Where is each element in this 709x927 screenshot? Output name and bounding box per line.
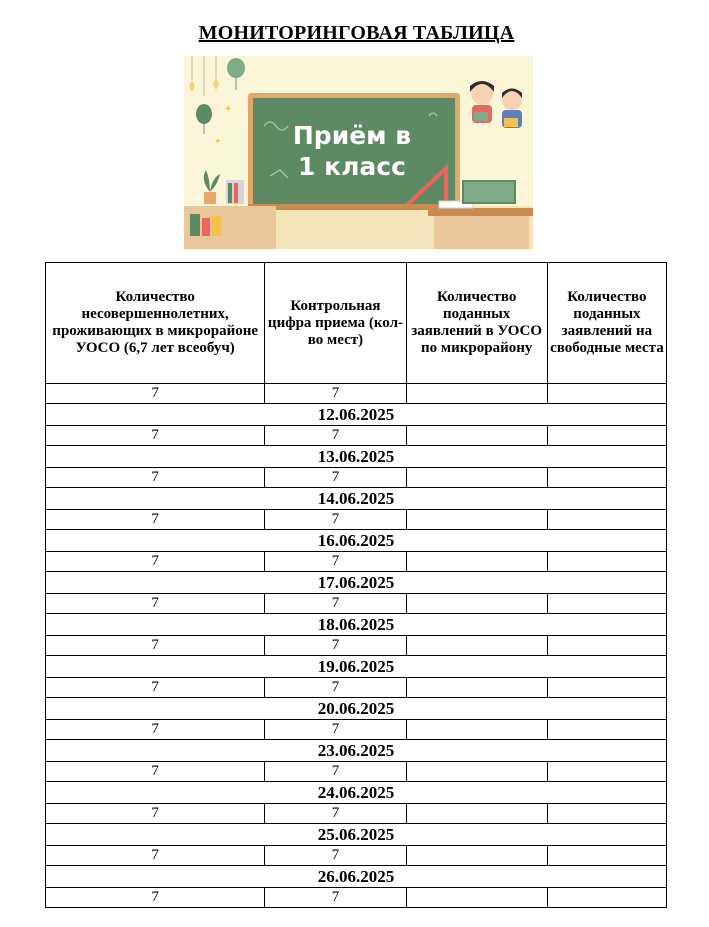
table-cell: 7 bbox=[265, 846, 406, 866]
table-cell: 7 bbox=[46, 678, 265, 698]
date-cell: 12.06.2025 bbox=[46, 404, 667, 426]
table-cell bbox=[406, 762, 547, 782]
table-cell: 7 bbox=[265, 720, 406, 740]
table-cell: 7 bbox=[265, 594, 406, 614]
table-cell: 7 bbox=[265, 426, 406, 446]
table-row bbox=[46, 888, 667, 908]
table-row bbox=[46, 552, 667, 572]
table-cell: 7 bbox=[46, 636, 265, 656]
date-row bbox=[46, 740, 667, 762]
header-admission-quota: Контрольная цифра приема (кол-во мест) bbox=[265, 263, 406, 384]
table-cell: 7 bbox=[265, 804, 406, 824]
date-cell: 20.06.2025 bbox=[46, 698, 667, 720]
date-cell: 14.06.2025 bbox=[46, 488, 667, 510]
date-cell: 23.06.2025 bbox=[46, 740, 667, 762]
table-cell bbox=[547, 594, 666, 614]
banner-image bbox=[184, 56, 533, 249]
table-row bbox=[46, 846, 667, 866]
table-cell bbox=[547, 636, 666, 656]
banner-board-line1: Приём в bbox=[292, 121, 412, 150]
date-row bbox=[46, 446, 667, 468]
date-row bbox=[46, 614, 667, 636]
date-cell: 26.06.2025 bbox=[46, 866, 667, 888]
table-row bbox=[46, 678, 667, 698]
table-row bbox=[46, 594, 667, 614]
date-row bbox=[46, 488, 667, 510]
table-cell bbox=[406, 678, 547, 698]
date-row bbox=[46, 698, 667, 720]
table-cell: 7 bbox=[265, 678, 406, 698]
table-row bbox=[46, 720, 667, 740]
table-cell bbox=[406, 720, 547, 740]
table-cell bbox=[547, 552, 666, 572]
table-cell: 7 bbox=[46, 594, 265, 614]
table-cell: 7 bbox=[265, 384, 406, 404]
table-cell: 7 bbox=[46, 762, 265, 782]
table-cell: 7 bbox=[265, 888, 406, 908]
table-cell: 7 bbox=[46, 468, 265, 488]
header-applications-district: Количество поданных заявлений в УОСО по микрорайону bbox=[406, 263, 547, 384]
date-cell: 17.06.2025 bbox=[46, 572, 667, 594]
header-applications-free-places: Количество поданных заявлений на свободные места bbox=[547, 263, 666, 384]
table-cell bbox=[547, 804, 666, 824]
date-row bbox=[46, 656, 667, 678]
table-cell: 7 bbox=[265, 636, 406, 656]
table-cell bbox=[547, 846, 666, 866]
svg-text:✦: ✦ bbox=[214, 137, 222, 147]
date-row bbox=[46, 866, 667, 888]
table-row bbox=[46, 636, 667, 656]
table-cell: 7 bbox=[265, 762, 406, 782]
table-row bbox=[46, 804, 667, 824]
table-cell bbox=[406, 594, 547, 614]
table-cell: 7 bbox=[46, 720, 265, 740]
table-cell bbox=[406, 888, 547, 908]
table-cell bbox=[547, 426, 666, 446]
table-cell bbox=[406, 384, 547, 404]
table-cell bbox=[406, 426, 547, 446]
table-cell bbox=[406, 636, 547, 656]
table-cell bbox=[547, 762, 666, 782]
table-cell: 7 bbox=[265, 510, 406, 530]
table-row bbox=[46, 384, 667, 404]
table-cell bbox=[406, 804, 547, 824]
date-row bbox=[46, 404, 667, 426]
table-cell bbox=[406, 552, 547, 572]
date-cell: 16.06.2025 bbox=[46, 530, 667, 552]
table-cell bbox=[406, 510, 547, 530]
date-cell: 19.06.2025 bbox=[46, 656, 667, 678]
document-title: МОНИТОРИНГОВАЯ ТАБЛИЦА bbox=[198, 22, 515, 44]
table-cell: 7 bbox=[46, 846, 265, 866]
table-cell bbox=[547, 888, 666, 908]
table-cell: 7 bbox=[46, 426, 265, 446]
monitoring-table bbox=[45, 262, 667, 908]
date-row bbox=[46, 530, 667, 552]
date-row bbox=[46, 824, 667, 846]
banner-board-line2: 1 класс bbox=[298, 152, 406, 181]
table-cell: 7 bbox=[265, 468, 406, 488]
table-cell bbox=[547, 384, 666, 404]
table-cell bbox=[406, 468, 547, 488]
table-cell: 7 bbox=[46, 804, 265, 824]
table-cell: 7 bbox=[265, 552, 406, 572]
date-cell: 25.06.2025 bbox=[46, 824, 667, 846]
date-cell: 13.06.2025 bbox=[46, 446, 667, 468]
table-cell bbox=[547, 720, 666, 740]
table-row bbox=[46, 468, 667, 488]
table-header-row bbox=[46, 263, 667, 384]
table-row bbox=[46, 510, 667, 530]
table-cell bbox=[406, 846, 547, 866]
table-cell: 7 bbox=[46, 510, 265, 530]
table-cell: 7 bbox=[46, 552, 265, 572]
table-cell bbox=[547, 510, 666, 530]
table-cell bbox=[547, 468, 666, 488]
date-row bbox=[46, 572, 667, 594]
svg-text:✦: ✦ bbox=[224, 104, 233, 115]
table-cell bbox=[547, 678, 666, 698]
table-row bbox=[46, 426, 667, 446]
header-residents-count: Количество несовершеннолетних, проживающих в микрорайоне УОСО (6,7 лет всеобуч) bbox=[46, 263, 265, 384]
table-cell: 7 bbox=[46, 888, 265, 908]
table-cell: 7 bbox=[46, 384, 265, 404]
table-row bbox=[46, 762, 667, 782]
date-cell: 18.06.2025 bbox=[46, 614, 667, 636]
date-cell: 24.06.2025 bbox=[46, 782, 667, 804]
date-row bbox=[46, 782, 667, 804]
